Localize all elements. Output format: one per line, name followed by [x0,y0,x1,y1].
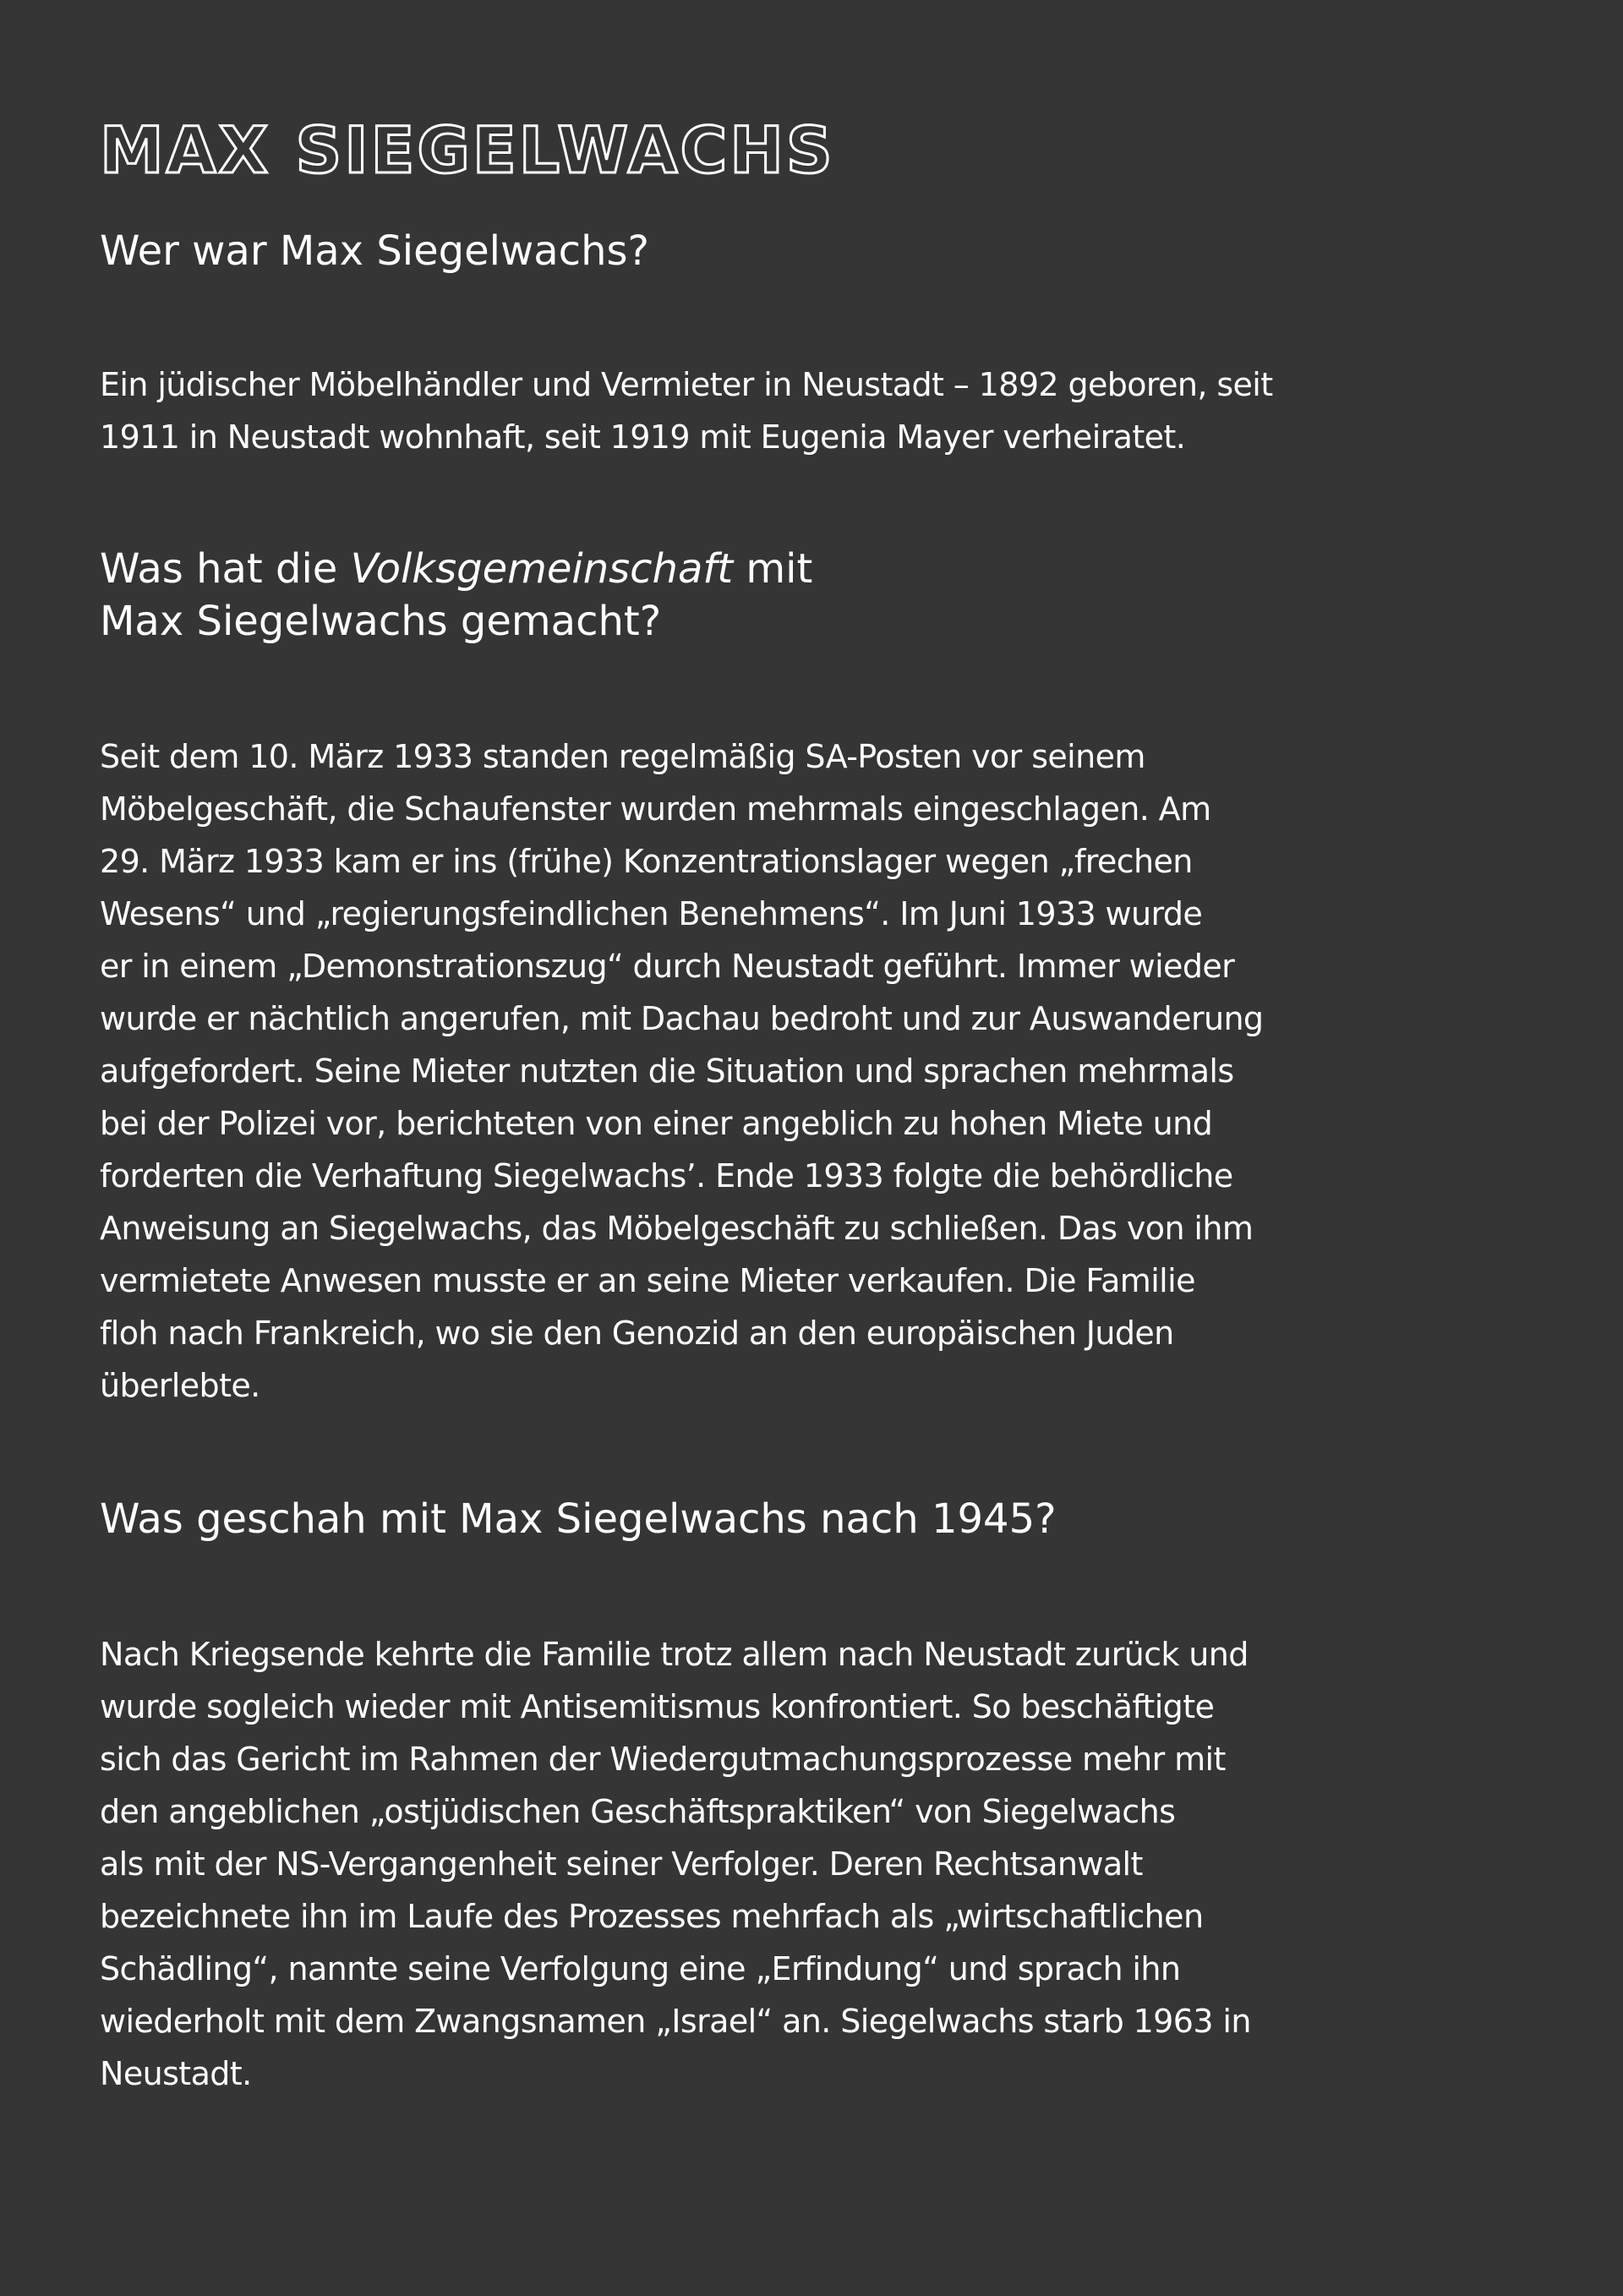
answer-line: Wesens“ und „regierungsfeindlichen Benehmens“. Im Juni 1933 wurde [100,895,1203,932]
answer-line: Nach Kriegsende kehrte die Familie trotz allem nach Neustadt zurück und [100,1636,1249,1673]
question-text: Was hat die [100,545,351,593]
answer-line: Schädling“, nannte seine Verfolgung eine „Erfindung“ und sprach ihn [100,1950,1181,1987]
answer-line: überlebte. [100,1367,260,1404]
answer-line: forderten die Verhaftung Siegelwachs’. Ende 1933 folgte die behördliche [100,1157,1233,1194]
answer-line: als mit der NS-Vergangenheit seiner Verfolger. Deren Rechtsanwalt [100,1845,1143,1883]
question-line: Was geschah mit Max Siegelwachs nach 1945? [100,1495,1057,1543]
answer-line: vermietete Anwesen musste er an seine Mieter verkaufen. Die Familie [100,1262,1195,1299]
answer-line: 1911 in Neustadt wohnhaft, seit 1919 mit Eugenia Mayer verheiratet. [100,418,1186,456]
answer-line: Möbelgeschäft, die Schaufenster wurden mehrmals eingeschlagen. Am [100,790,1211,828]
answer-line: Ein jüdischer Möbelhändler und Vermieter in Neustadt – 1892 geboren, seit [100,366,1273,403]
question-text: mit [733,545,813,593]
question-heading-1 [100,225,1537,277]
document-page [100,108,1537,2100]
question-line [100,543,1537,595]
question-heading-2 [100,543,1537,648]
answer-line: bei der Polizei vor, berichteten von einer angeblich zu hohen Miete und [100,1105,1213,1142]
answer-line: Seit dem 10. März 1933 standen regelmäßig SA-Posten vor seinem [100,738,1145,775]
answer-line: floh nach Frankreich, wo sie den Genozid an den europäischen Juden [100,1315,1174,1352]
question-line: Max Siegelwachs gemacht? [100,598,662,645]
answer-line: Anweisung an Siegelwachs, das Möbelgeschäft zu schließen. Das von ihm [100,1210,1254,1247]
answer-line: aufgefordert. Seine Mieter nutzten die Situation und sprachen mehrmals [100,1052,1234,1090]
answer-line: Neustadt. [100,2055,252,2092]
answer-line: wiederholt mit dem Zwangsnamen „Israel“ an. Siegelwachs starb 1963 in [100,2003,1251,2040]
answer-line: wurde sogleich wieder mit Antisemitismus konfrontiert. So beschäftigte [100,1688,1215,1725]
answer-line: er in einem „Demonstrationszug“ durch Neustadt geführt. Immer wieder [100,948,1235,985]
question-heading-3 [100,1493,1537,1545]
answer-paragraph-2 [100,730,1537,1412]
answer-line: den angeblichen „ostjüdischen Geschäftspraktiken“ von Siegelwachs [100,1793,1176,1830]
answer-paragraph-1 [100,358,1537,463]
answer-paragraph-3 [100,1628,1537,2100]
answer-line: wurde er nächtlich angerufen, mit Dachau bedroht und zur Auswanderung [100,1000,1264,1037]
answer-line: sich das Gericht im Rahmen der Wiedergutmachungsprozesse mehr mit [100,1741,1226,1778]
answer-line: bezeichnete ihn im Laufe des Prozesses mehrfach als „wirtschaftlichen [100,1898,1204,1935]
question-emphasis: Volksgemeinschaft [350,545,734,593]
answer-line: 29. März 1933 kam er ins (frühe) Konzentrationslager wegen „frechen [100,843,1193,880]
question-line: Wer war Max Siegelwachs? [100,227,649,275]
page-title: MAX SIEGELWACHS [100,112,835,188]
